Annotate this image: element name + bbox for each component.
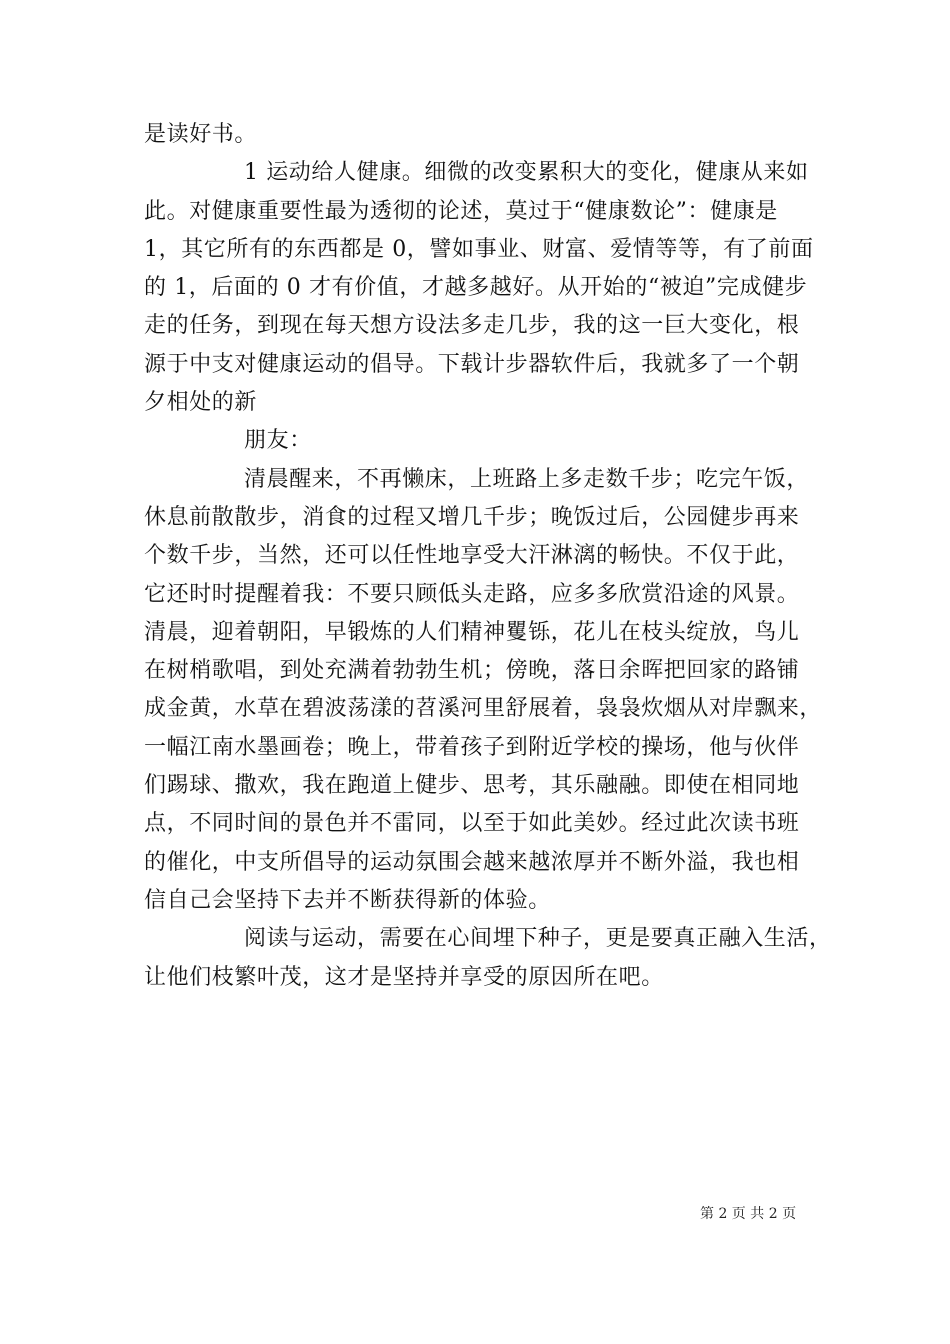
text-line: 成金黄，水草在碧波荡漾的苕溪河里舒展着，袅袅炊烟从对岸飘来， [144, 696, 823, 722]
paragraph-start-line: 阅读与运动，需要在心间埋下种子，更是要真正融入生活， [244, 926, 832, 952]
paragraph-start-line: 1 运动给人健康。细微的改变累积大的变化，健康从来如 [244, 160, 809, 186]
paragraph-start-line: 朋友： [244, 428, 312, 454]
text-line: 的催化，中支所倡导的运动氛围会越来越浓厚并不断外溢，我也相 [144, 849, 800, 875]
text-line: 走的任务，到现在每天想方设法多走几步，我的这一巨大变化，根 [144, 313, 800, 339]
text-line: 源于中支对健康运动的倡导。下载计步器软件后，我就多了一个朝 [144, 351, 800, 377]
text-line: 的 1，后面的 0 才有价值，才越多越好。从开始的“被迫”完成健步 [144, 275, 808, 301]
text-line: 是读好书。 [144, 122, 258, 147]
paragraph-start-line: 清晨醒来，不再懒床，上班路上多走数千步；吃完午饭， [244, 466, 810, 492]
article-body [144, 116, 832, 997]
text-line: 1，其它所有的东西都是 0，譬如事业、财富、爱情等等，有了前面 [144, 236, 814, 262]
text-line: 们踢球、撒欢，我在跑道上健步、思考，其乐融融。即使在相同地 [144, 773, 800, 799]
text-line: 夕相处的新 [144, 390, 258, 416]
text-line: 休息前散散步，消食的过程又增几千步；晚饭过后，公园健步再来 [144, 504, 800, 530]
text-line: 让他们枝繁叶茂，这才是坚持并享受的原因所在吧。 [144, 964, 664, 990]
text-line: 个数千步，当然，还可以任性地享受大汗淋漓的畅快。不仅于此， [144, 543, 800, 569]
text-line: 它还时时提醒着我：不要只顾低头走路，应多多欣赏沿途的风景。 [144, 581, 800, 607]
text-line: 此。对健康重要性最为透彻的论述，莫过于“健康数论”：健康是 [144, 198, 778, 224]
page-number-footer: 第 2 页 共 2 页 [700, 1206, 797, 1222]
text-line: 信自己会坚持下去并不断获得新的体验。 [144, 887, 551, 913]
text-line: 在树梢歌唱，到处充满着勃勃生机；傍晚，落日余晖把回家的路铺 [144, 658, 800, 684]
text-line: 清晨，迎着朝阳，早锻炼的人们精神矍铄，花儿在枝头绽放，鸟儿 [144, 619, 800, 645]
text-line: 一幅江南水墨画卷；晚上，带着孩子到附近学校的操场，他与伙伴 [144, 734, 800, 760]
text-line: 点，不同时间的景色并不雷同，以至于如此美妙。经过此次读书班 [144, 811, 800, 837]
